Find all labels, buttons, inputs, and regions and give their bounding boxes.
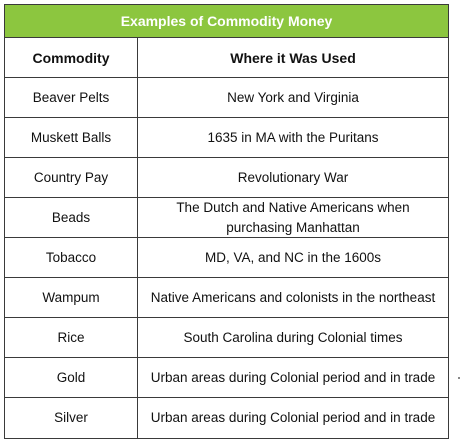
commodity-cell: Silver [5, 398, 138, 438]
table-row [5, 78, 448, 118]
commodity-cell: Beads [5, 198, 138, 237]
table-row [5, 318, 448, 358]
commodity-cell: Tobacco [5, 238, 138, 277]
where-used-cell: Revolutionary War [237, 169, 349, 185]
where-used-cell: Native Americans and colonists in the northeast [150, 289, 436, 305]
commodity-cell: Beaver Pelts [5, 78, 138, 117]
where-used-cell: Urban areas during Colonial period and in trade [150, 410, 436, 425]
table-row [5, 358, 448, 398]
where-used-cell: The Dutch and Native Americans when purchasing Manhattan [176, 199, 410, 235]
commodity-cell: Muskett Balls [5, 118, 138, 157]
commodity-cell: Wampum [5, 278, 138, 317]
commodity-cell: Country Pay [5, 158, 138, 197]
where-used-cell: 1635 in MA with the Puritans [207, 129, 379, 145]
table-row [5, 278, 448, 318]
where-used-cell: New York and Virginia [227, 89, 359, 105]
commodity-cell: Rice [5, 318, 138, 357]
where-used-cell: Urban areas during Colonial period and in trade [150, 369, 436, 385]
table-row [5, 158, 448, 198]
table-row [5, 238, 448, 278]
commodity-cell: Gold [5, 358, 138, 397]
header-commodity: Commodity [5, 38, 138, 77]
table-header-row [5, 38, 448, 78]
table-row [5, 198, 448, 238]
table-title: Examples of Commodity Money [5, 5, 448, 38]
header-where-used: Where it Was Used [230, 49, 356, 66]
where-used-cell: South Carolina during Colonial times [183, 329, 403, 345]
table-row [5, 118, 448, 158]
commodity-money-table [4, 4, 449, 439]
where-used-cell: MD, VA, and NC in the 1600s [204, 249, 382, 265]
stray-dot [458, 377, 460, 379]
table-row [5, 398, 448, 438]
